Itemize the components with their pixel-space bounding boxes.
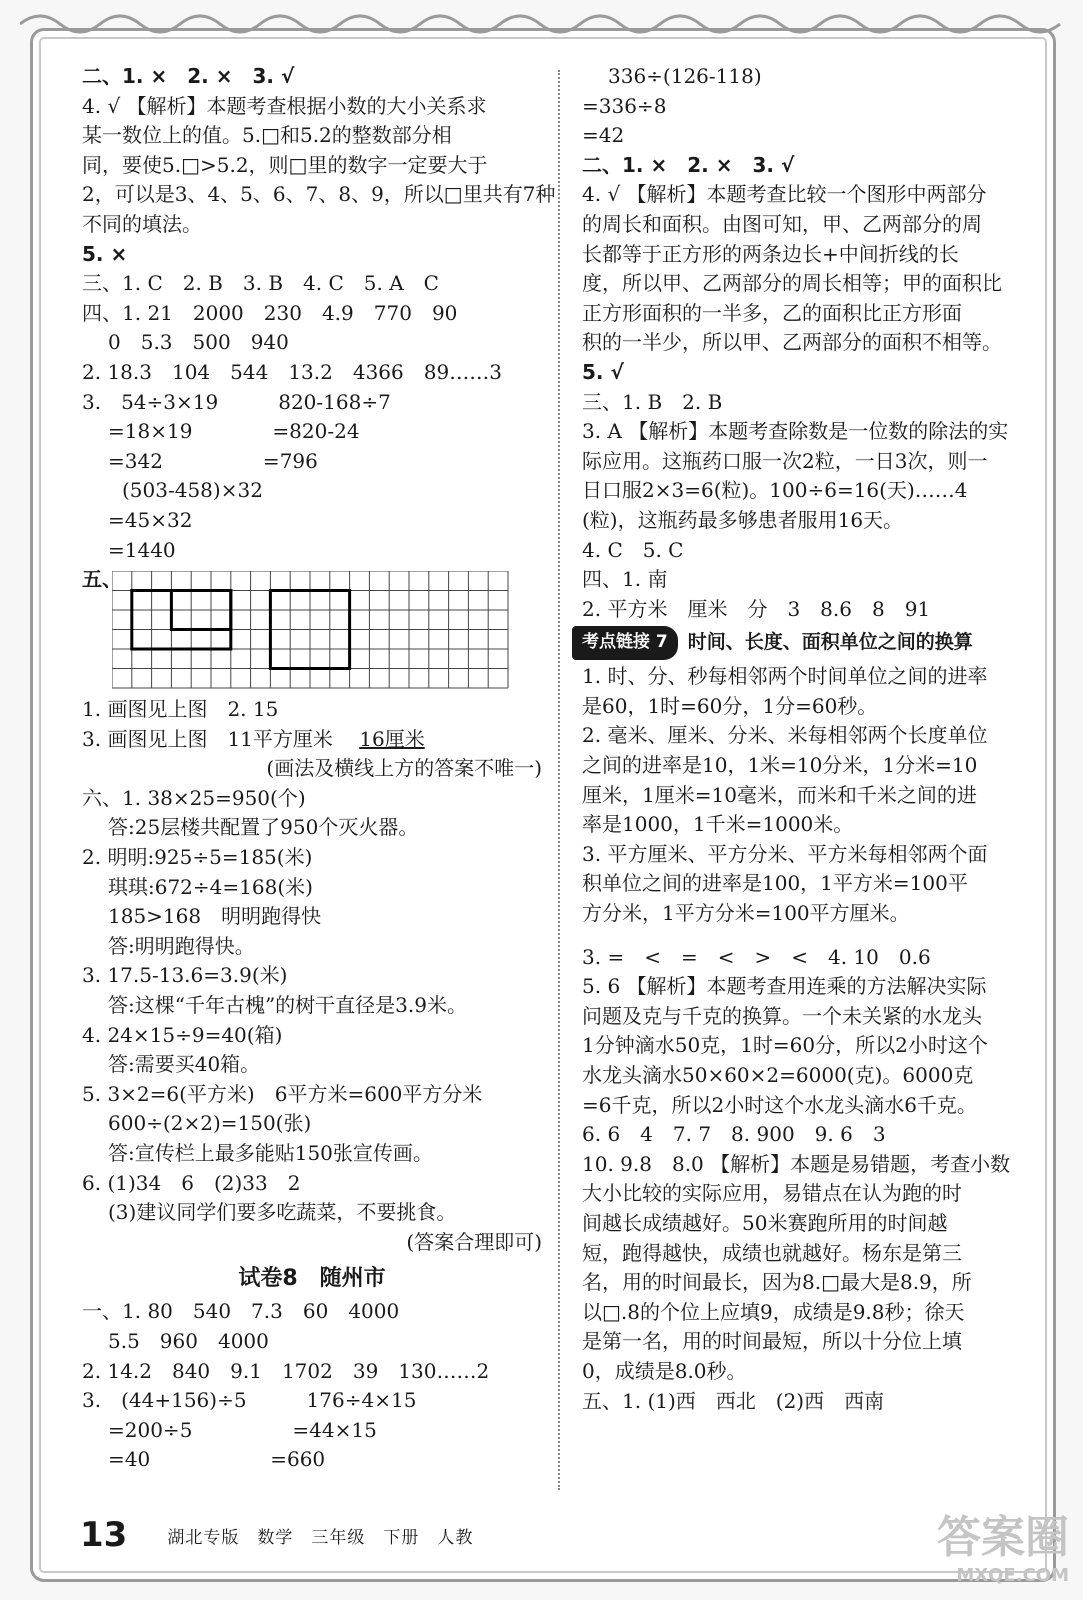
answer-line: 0 5.3 500 940	[108, 330, 289, 355]
answer-line: 不同的填法。	[82, 211, 202, 236]
answer-line: 长都等于正方形的两条边长+中间折线的长	[582, 241, 959, 266]
answer-line: =336÷8	[582, 93, 667, 118]
answer-line: 际应用。这瓶药口服一次2粒，一日3次，则一	[582, 448, 988, 473]
answer-line: 2. 明明:925÷5=185(米)	[82, 845, 313, 870]
answer-line: 四、1. 南	[582, 567, 668, 592]
answer-line: 3. (44+156)÷5 176÷4×15	[82, 1388, 417, 1413]
answer-line: =40 =660	[108, 1447, 326, 1472]
knowledge-link-header	[572, 626, 1040, 660]
answer-note: (画法及横线上方的答案不唯一)	[266, 756, 542, 781]
answer-line: 4. √ 【解析】本题考查比较一个图形中两部分	[582, 182, 987, 207]
answer-line: 3. 54÷3×19 820-168÷7	[82, 389, 391, 414]
answer-text: 3. 画图见上图 11平方厘米	[82, 726, 333, 751]
answer-line: 五、1. (1)西 西北 (2)西 西南	[582, 1388, 885, 1413]
answer-line: 2. 14.2 840 9.1 1702 39 130……2	[82, 1358, 490, 1383]
answer-line: 积的一半少，所以甲、乙两部分的面积不相等。	[582, 330, 1002, 355]
answer-line: 日口服2×3=6(粒)。100÷6=16(天)……4	[582, 478, 968, 503]
link-line: 厘米，1厘米=10毫米，而米和千米之间的进	[582, 782, 977, 807]
answer-line: 是第一名，用的时间最短，所以十分位上填	[582, 1329, 962, 1354]
answer-line: 3. = < = < > < 4. 10 0.6	[582, 944, 931, 969]
link-line: 之间的进率是10，1米=10分米，1分米=10	[582, 753, 978, 778]
link-line: 3. 平方厘米、平方分米、平方米每相邻两个面	[582, 841, 988, 866]
answer-line: (3)建议同学们要多吃蔬菜，不要挑食。	[108, 1200, 457, 1225]
answer-line: 1. 画图见上图 2. 15	[82, 697, 279, 722]
left-column	[82, 62, 556, 1475]
link-line: 方分米，1平方分米=100平方厘米。	[582, 901, 910, 926]
answer-line: 答:25层楼共配置了950个灭火器。	[108, 815, 419, 840]
underlined-answer: 16厘米	[359, 726, 425, 751]
answer-line: =6千克，所以2小时这个水龙头滴水6千克。	[582, 1092, 977, 1117]
answer-line: 2，可以是3、4、5、6、7、8、9，所以□里共有7种	[82, 182, 556, 207]
link-line: 1. 时、分、秒每相邻两个时间单位之间的进率	[582, 664, 988, 689]
page-number: 13	[80, 1515, 128, 1555]
answer-line: 336÷(126-118)	[608, 64, 762, 88]
answer-line: 3. A 【解析】本题考查除数是一位数的除法的实	[582, 419, 1009, 444]
answer-line: 正方形面积的一半多，乙的面积比正方形面	[582, 300, 962, 325]
answer-line: (粒)，这瓶药最多够患者服用16天。	[582, 507, 904, 532]
answer-line: 六、1. 38×25=950(个)	[82, 785, 306, 810]
drawn-rectangle	[132, 591, 231, 650]
answer-line: 问题及克与千克的换算。一个未关紧的水龙头	[582, 1003, 982, 1028]
answer-line: 6. 6 4 7. 7 8. 900 9. 6 3	[582, 1122, 886, 1147]
section-title: 试卷8 随州市	[238, 1266, 386, 1292]
answer-line: 6. (1)34 6 (2)33 2	[82, 1170, 301, 1195]
watermark-big: 答案圈	[937, 1512, 1069, 1563]
knowledge-link-badge: 考点链接 7	[572, 626, 678, 660]
column-divider	[558, 70, 560, 1490]
answer-line: 4. √ 【解析】本题考查根据小数的大小关系求	[82, 93, 487, 118]
answer-line: 名，用的时间最长，因为8.□最大是8.9，所	[582, 1270, 972, 1295]
answer-line: 度，所以甲、乙两部分的周长相等；甲的面积比	[582, 271, 1002, 296]
answer-line: 琪琪:672÷4=168(米)	[108, 874, 313, 899]
answer-line: 4. C 5. C	[582, 537, 684, 562]
answer-line: 答:需要买40箱。	[108, 1052, 261, 1077]
link-line: 积单位之间的进率是100，1平方米=100平	[582, 871, 968, 896]
drawing-grid-section	[82, 565, 542, 695]
answer-line: 3. 17.5-13.6=3.9(米)	[82, 963, 288, 988]
answer-line: 二、1. × 2. × 3. √	[82, 64, 295, 88]
watermark-logo	[937, 1501, 1069, 1586]
answer-line: =45×32	[108, 507, 193, 532]
decorative-wave-border	[20, 6, 1063, 36]
footer-text: 湖北专版 数学 三年级 下册 人教	[167, 1527, 474, 1548]
answer-line: 185>168 明明跑得快	[108, 904, 322, 929]
answer-line: 一、1. 80 540 7.3 60 4000	[82, 1299, 400, 1324]
answer-line: 5. 6 【解析】本题考查用连乘的方法解决实际	[582, 974, 987, 999]
answer-line	[82, 725, 542, 755]
answer-line: 水龙头滴水50×60×2=6000(克)。6000克	[582, 1063, 974, 1087]
watermark-small: MXQE.COM	[956, 1565, 1069, 1586]
answer-line: 4. 24×15÷9=40(箱)	[82, 1022, 283, 1047]
answer-line: 600÷(2×2)=150(张)	[108, 1111, 312, 1136]
link-line: 率是1000，1千米=1000米。	[582, 812, 854, 837]
answer-line: =18×19 =820-24	[108, 419, 360, 444]
answer-line: =1440	[108, 537, 176, 562]
answer-line: 答:宣传栏上最多能贴150张宣传画。	[108, 1141, 433, 1165]
answer-line: 5. ×	[82, 241, 128, 266]
answer-line: =342 =796	[108, 448, 318, 473]
answer-line: 答:这棵“千年古槐”的树干直径是3.9米。	[108, 993, 467, 1018]
grid-label: 五、	[82, 567, 122, 592]
answer-line: 三、1. B 2. B	[582, 389, 723, 414]
right-column	[582, 62, 1040, 1416]
answer-line: 以□.8的个位上应填9，成绩是9.8秒；徐天	[582, 1299, 965, 1324]
answer-line: 二、1. × 2. × 3. √	[582, 152, 795, 177]
answer-line: 四、1. 21 2000 230 4.9 770 90	[82, 300, 458, 325]
answer-line: 2. 18.3 104 544 13.2 4366 89……3	[82, 359, 502, 384]
answer-line: 1分钟滴水50克，1时=60分，所以2小时这个	[582, 1033, 988, 1058]
answer-line: =42	[582, 123, 625, 148]
answer-line: =200÷5 =44×15	[108, 1417, 377, 1442]
answer-line: 5. 3×2=6(平方米) 6平方米=600平方分米	[82, 1081, 483, 1106]
page-footer	[80, 1510, 980, 1560]
answer-line: 间越长成绩越好。50米赛跑所用的时间越	[582, 1210, 948, 1235]
answer-line: 大小比较的实际应用，易错点在认为跑的时	[582, 1181, 962, 1206]
answer-line: 10. 9.8 8.0 【解析】本题是易错题，考查小数	[582, 1151, 1011, 1176]
answer-line: 2. 平方米 厘米 分 3 8.6 8 91	[582, 596, 931, 621]
answer-line: 5. √	[582, 359, 624, 384]
link-line: 2. 毫米、厘米、分米、米每相邻两个长度单位	[582, 723, 988, 748]
answer-line: 答:明明跑得快。	[108, 933, 255, 958]
answer-line: 某一数位上的值。5.□和5.2的整数部分相	[82, 123, 452, 148]
answer-line: 短，跑得越快，成绩也就越好。杨东是第三	[582, 1240, 962, 1265]
link-line: 是60，1时=60分，1分=60秒。	[582, 693, 878, 718]
answer-line: 同，要使5.□>5.2，则□里的数字一定要大于	[82, 152, 488, 177]
drawing-grid	[112, 571, 512, 689]
answer-line: 5.5 960 4000	[108, 1328, 269, 1353]
answer-line: 三、1. C 2. B 3. B 4. C 5. A C	[82, 271, 439, 296]
answer-line: (503-458)×32	[122, 478, 263, 503]
answer-line: 的周长和面积。由图可知，甲、乙两部分的周	[582, 211, 982, 236]
answer-note: (答案合理即可)	[406, 1229, 542, 1254]
knowledge-link-title: 时间、长度、面积单位之间的换算	[687, 631, 973, 654]
answer-line: 0，成绩是8.0秒。	[582, 1358, 747, 1383]
